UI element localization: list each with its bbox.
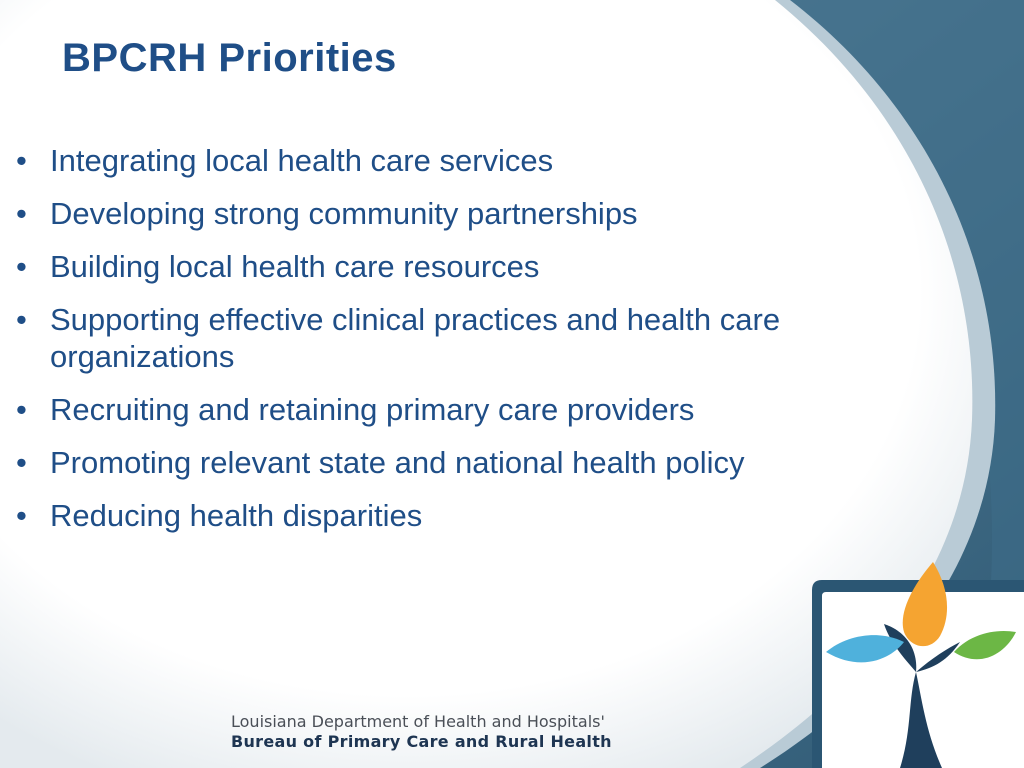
bullet-marker: • — [16, 445, 27, 480]
footer-department: Louisiana Department of Health and Hospitals' — [231, 712, 605, 731]
bullet-marker: • — [16, 392, 27, 427]
priority-text: Developing strong community partnerships — [50, 196, 638, 231]
priority-text: Promoting relevant state and national health policy — [50, 445, 745, 480]
footer-organization — [231, 712, 612, 752]
footer-bureau: Bureau of Primary Care and Rural Health — [231, 732, 612, 751]
priority-text: Recruiting and retaining primary care providers — [50, 392, 695, 427]
priority-text: Integrating local health care services — [50, 143, 554, 178]
priority-list — [16, 142, 896, 550]
priority-item — [16, 391, 896, 428]
priority-item — [16, 444, 896, 481]
priority-text: Reducing health disparities — [50, 498, 423, 533]
bullet-marker: • — [16, 143, 27, 178]
priority-item — [16, 301, 896, 375]
tree-leaves-logo-icon — [808, 560, 1024, 768]
bullet-marker: • — [16, 249, 27, 284]
priority-item — [16, 248, 896, 285]
bullet-marker: • — [16, 302, 27, 337]
bullet-marker: • — [16, 196, 27, 231]
priority-item — [16, 497, 896, 534]
priority-text: Building local health care resources — [50, 249, 540, 284]
priority-item — [16, 195, 896, 232]
bullet-marker: • — [16, 498, 27, 533]
slide-title: BPCRH Priorities — [62, 36, 397, 80]
priority-text: Supporting effective clinical practices and health care organizations — [50, 302, 781, 374]
priority-item — [16, 142, 896, 179]
